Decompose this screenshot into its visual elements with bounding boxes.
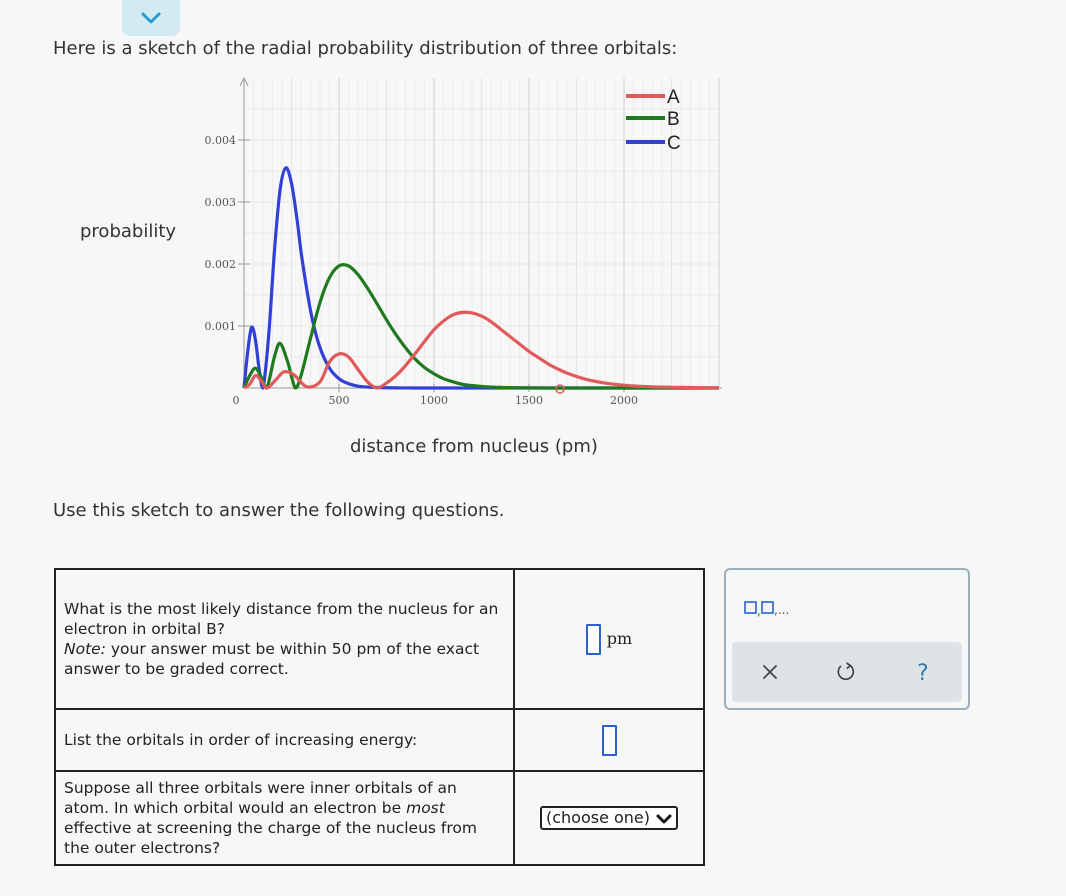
questions-table [54,568,705,866]
x-tick-label: 1500 [515,394,543,407]
x-tick-label: 500 [328,394,350,407]
answer-cell [514,569,704,709]
question-text: List the orbitals in order of increasing energy: [64,731,418,749]
svg-text:?: ? [917,661,929,684]
note-label: Note: [64,640,106,658]
y-tick-label: 0.004 [204,134,236,147]
question-cell [55,709,514,771]
undo-icon [835,661,857,683]
intro-text: Here is a sketch of the radial probability distribution of three orbitals: [53,38,678,59]
legend-label-b: B [667,109,680,130]
question-text-end: effective at screening the charge of the nucleus from the outer electrons? [64,819,477,857]
chevron-down-icon [656,813,672,825]
x-tick-label: 0 [232,394,240,407]
y-tick-label: 0.003 [204,196,236,209]
help-icon [914,660,934,684]
list-template-icon[interactable] [744,598,800,618]
x-tick-label: 1000 [420,394,448,407]
question-cell [55,771,514,865]
unit-label: pm [606,629,633,648]
help-button[interactable] [894,642,954,702]
question-text: Suppose all three orbitals were inner orbitals of an atom. In which orbital would an electron be [64,779,457,817]
clear-button[interactable] [740,642,800,702]
question-row [55,709,704,771]
svg-text:,: , [757,604,761,618]
tool-bar [732,642,962,702]
distance-answer-input[interactable] [586,624,601,655]
screening-orbital-select[interactable] [540,806,678,830]
question-text: What is the most likely distance from the nucleus for an electron in orbital B? [64,600,499,638]
select-value: (choose one) [545,808,651,827]
x-tick-label: 2000 [610,394,638,407]
legend-label-a: A [667,87,680,108]
answer-tools-panel [724,568,970,710]
energy-order-input[interactable] [602,725,617,756]
question-row [55,569,704,709]
x-axis-label: distance from nucleus (pm) [350,436,598,457]
svg-text:,...: ,... [774,603,790,617]
undo-button[interactable] [816,642,876,702]
legend-label-c: C [667,133,681,154]
instructions-text: Use this sketch to answer the following questions. [53,500,505,521]
close-icon [762,664,778,680]
note-text: your answer must be within 50 pm of the exact answer to be graded correct. [64,640,480,678]
y-tick-label: 0.001 [204,320,236,333]
answer-cell [514,771,704,865]
y-tick-label: 0.002 [204,258,236,271]
answer-cell [514,709,704,771]
question-emphasis: most [406,799,445,817]
question-cell [55,569,514,709]
y-axis-label: probability [80,221,177,242]
question-row [55,771,704,865]
